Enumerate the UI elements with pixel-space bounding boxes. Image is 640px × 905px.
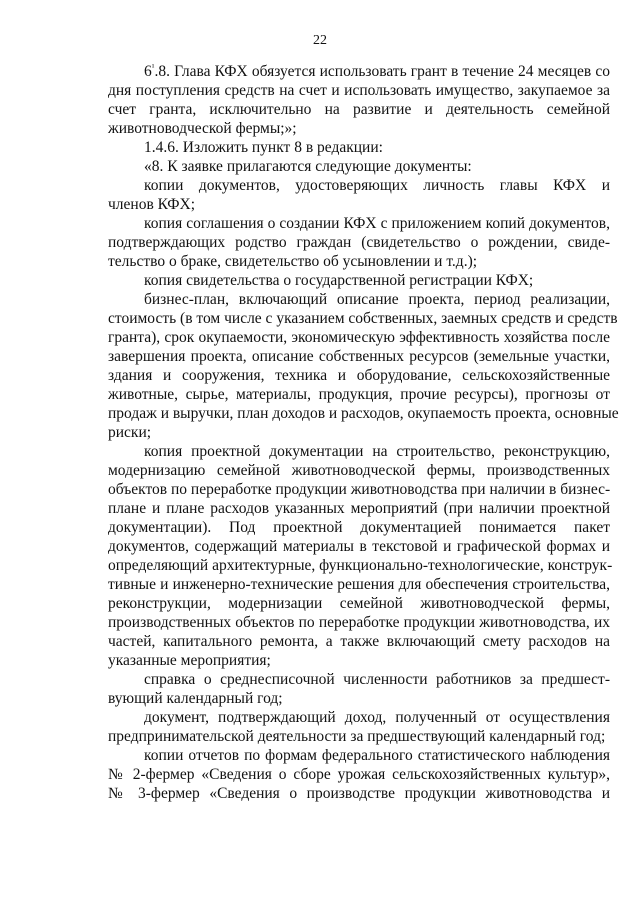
- text-line: риски;: [108, 424, 152, 441]
- text-line: бизнес-план, включающий описание проекта, период реализации,: [144, 291, 610, 308]
- text-line: № 3-фермер «Сведения о производстве продукции животноводства и: [108, 785, 610, 802]
- text-line: копия проектной документации на строительство, реконструкцию,: [144, 443, 610, 460]
- text-line: гранта), срок окупаемости, экономическую эффективность хозяйства после: [108, 329, 610, 346]
- text-line: реконструкции, модернизации семейной животноводческой фермы,: [108, 595, 610, 612]
- text-line: объектов по переработке продукции животноводства при наличии в бизнес-: [108, 481, 611, 498]
- text-line: вующий календарный год;: [108, 690, 283, 707]
- text-line: счет гранта, исключительно на развитие и деятельность семейной: [108, 101, 610, 118]
- text-line: определяющий архитектурные, функционально-технологические, конструк-: [108, 557, 613, 574]
- page-number: 22: [313, 33, 327, 48]
- text-line: справка о среднесписочной численности работников за предшест-: [144, 671, 610, 688]
- text-line: дня поступления средств на счет и использовать имущество, закупаемое за: [108, 82, 610, 99]
- text-line: животные, сырье, материалы, продукция, прочие ресурсы), прогнозы от: [108, 386, 610, 403]
- paragraph-identity-copies: [108, 176, 610, 214]
- text-line: копии документов, удостоверяющих личность главы КФХ и: [144, 177, 610, 194]
- text-line: здания и сооружения, техника и оборудование, сельскохозяйственные: [108, 367, 610, 384]
- paragraph-business-plan: [108, 290, 619, 442]
- text-line: 1.4.6. Изложить пункт 8 в редакции:: [144, 139, 383, 156]
- paragraph-grant-usage: [108, 62, 610, 138]
- paragraph-statistical-reports: [108, 746, 610, 803]
- paragraph-project-documentation: [108, 442, 613, 670]
- text-line: копия соглашения о создании КФХ с приложением копий документов,: [144, 215, 610, 232]
- text-line: завершения проекта, описание собственных ресурсов (земельные участки,: [108, 348, 610, 365]
- superscript: ¹: [151, 62, 155, 72]
- text-line: предпринимательской деятельности за предшествующий календарный год;: [108, 728, 606, 745]
- document-body: [108, 62, 619, 803]
- text-line: тивные и инженерно-технические решения для обеспечения строительства,: [108, 576, 610, 593]
- text-line: животноводческой фермы;»;: [108, 120, 297, 137]
- text-line: плане и плане расходов указанных мероприятий (при наличии проектной: [108, 500, 610, 517]
- paragraph-documents-intro: [108, 157, 610, 176]
- text-line: подтверждающих родство граждан (свидетельство о рождении, свиде-: [108, 234, 610, 251]
- text-line: копии отчетов по формам федерального статистического наблюдения: [144, 747, 610, 764]
- text-line: продаж и выручки, план доходов и расходов, окупаемость проекта, основные: [108, 405, 619, 422]
- text-line: модернизацию семейной животноводческой фермы, производственных: [108, 462, 610, 479]
- text-line: производственных объектов по переработке продукции животноводства, их: [108, 614, 610, 631]
- paragraph-registration-copy: [108, 271, 610, 290]
- text-line: $6^{^1}.8$. Глава КФХ обязуется использовать грант в течение 24 месяцев со: [144, 62, 610, 80]
- text-line: № 2-фермер «Сведения о сборе урожая сельскохозяйственных культур»,: [108, 766, 610, 783]
- text-line: частей, капитального ремонта, а также включающий смету расходов на: [108, 633, 610, 650]
- text-line: стоимость (в том числе с указанием собственных, заемных средств и средств: [108, 310, 618, 327]
- text-line: документов, содержащий материалы в текстовой и графической формах и: [108, 538, 610, 555]
- paragraph-income-document: [108, 708, 610, 746]
- text-line: «8. К заявке прилагаются следующие документы:: [144, 158, 472, 175]
- text-line: документации). Под проектной документацией понимается пакет: [108, 519, 610, 536]
- paragraph-agreement-copy: [108, 214, 610, 271]
- text-line: членов КФХ;: [108, 196, 196, 213]
- text-line: копия свидетельства о государственной регистрации КФХ;: [144, 272, 534, 289]
- text-line: документ, подтверждающий доход, полученный от осуществления: [144, 709, 610, 726]
- paragraph-amend-point-8: [108, 138, 610, 157]
- paragraph-headcount-certificate: [108, 670, 610, 708]
- text-line: указанные мероприятия;: [108, 652, 271, 669]
- text-line: тельство о браке, свидетельство об усыновлении и т.д.);: [108, 253, 478, 270]
